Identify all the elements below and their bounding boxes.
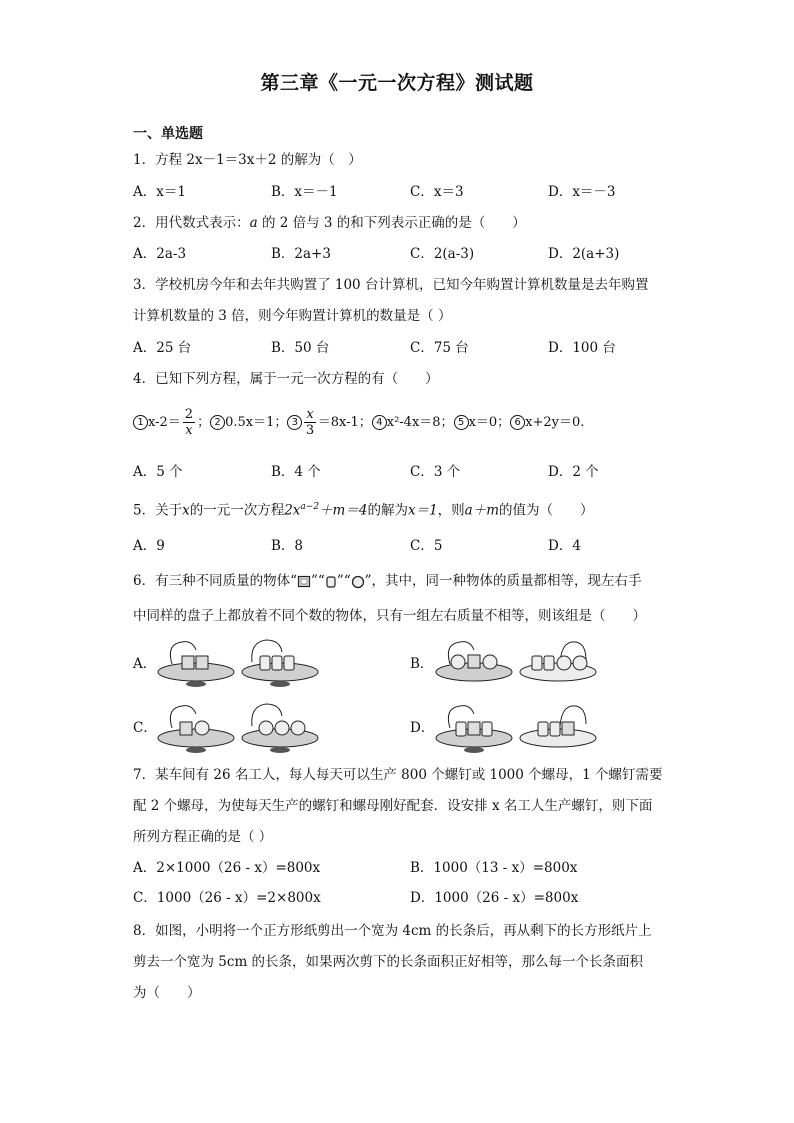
q3-option-a: A．25 台 [133, 340, 192, 356]
q6-option-c-label: C． [133, 720, 157, 736]
page-title: 第三章《一元一次方程》测试题 [260, 72, 534, 94]
question-7-line2: 配 2 个螺母，为使每天生产的螺钉和螺母刚好配套．设安排 x 名工人生产螺钉，则下面 [133, 798, 653, 814]
q4-option-b: B．4 个 [271, 464, 321, 480]
q5-option-d: D．4 [548, 538, 581, 554]
question-8-line3: 为（ ） [133, 985, 201, 1001]
circled-number-6: 6 [510, 415, 525, 430]
question-3-line2: 计算机数量的 3 倍，则今年购置计算机的数量是（ ） [133, 308, 452, 324]
question-6-line1: 6．有三种不同质量的物体“ ”“ ”“ ”，其中，同一种物体的质量都相等，现左右手 [133, 573, 642, 589]
q2-option-d: D．2(a+3) [548, 246, 620, 262]
q4-option-c: C．3 个 [410, 464, 461, 480]
eq3-fraction: $\frac{x}{3}$ [305, 407, 315, 438]
question-2-stem [133, 213, 526, 233]
q1-option-a: A．x＝1 [133, 184, 186, 200]
circled-number-5: 5 [454, 415, 469, 430]
question-4-stem: 4．已知下列方程，属于一元一次方程的有（ ） [133, 371, 439, 387]
q5-option-b: B．8 [271, 538, 304, 554]
q6-option-b-label: B． [410, 656, 434, 672]
q3-option-c: C．75 台 [410, 340, 469, 356]
q1-option-c: C．x＝3 [410, 184, 464, 200]
q5-option-c: C．5 [410, 538, 443, 554]
q2-option-c: C．2(a-3) [410, 246, 475, 262]
q7-option-d: D．1000（26 - x）=800x [410, 890, 579, 906]
q2-var: a [249, 215, 258, 231]
ball-object-icon [351, 575, 365, 589]
q1-option-b: B．x＝－1 [271, 184, 338, 200]
question-7-line3: 所列方程正确的是（ ） [133, 829, 273, 845]
question-6-line2: 中同样的盘子上都放着不同个数的物体，只有一组左右质量不相等，则该组是（ ） [133, 608, 646, 624]
circled-number-4: 4 [372, 415, 387, 430]
q2-stem-a: 2．用代数式表示： [133, 215, 250, 231]
question-7-line1: 7．某车间有 26 名工人，每人每天可以生产 800 个螺钉或 1000 个螺母，1 个螺钉需要 [133, 767, 663, 783]
cube-object-icon [297, 575, 311, 588]
circled-number-3: 3 [287, 415, 302, 430]
q2-stem-b: 的 2 倍与 3 的和下列表示正确的是（ ） [257, 215, 526, 231]
q3-option-d: D．100 台 [548, 340, 616, 356]
eq2: 0.5x＝1； [225, 415, 288, 430]
eq5: x＝0； [468, 415, 511, 430]
question-3-line1: 3．学校机房今年和去年共购置了 100 台计算机，已知今年购置计算机数量是去年购置 [133, 277, 649, 293]
q7-option-b: B．1000（13 - x）=800x [410, 860, 578, 876]
eq4: x²-4x＝8； [386, 415, 454, 430]
circled-number-2: 2 [210, 415, 225, 430]
eq6: x+2y＝0. [525, 415, 585, 430]
q6-option-d-label: D． [410, 720, 435, 736]
q6-option-a-label: A． [133, 656, 157, 672]
q1-option-d: D．x＝－3 [548, 184, 616, 200]
eq1-left: x-2＝ [148, 415, 181, 430]
q2-option-a: A．2a-3 [133, 246, 187, 262]
q4-equations [133, 406, 584, 440]
question-8-line1: 8．如图，小明将一个正方形纸剪出一个宽为 4cm 的长条后，再从剩下的长方形纸片上 [133, 923, 652, 939]
eq3-right: ＝8x-1； [317, 415, 372, 430]
q6-option-b-figure [434, 634, 604, 692]
q7-option-c: C．1000（26 - x）=2×800x [133, 890, 321, 906]
eq1-fraction: $\frac{2}{x}$ [184, 407, 194, 438]
eq1-sep: ； [197, 415, 211, 430]
q6-option-a-figure [156, 634, 326, 692]
q3-option-b: B．50 台 [271, 340, 330, 356]
section-heading: 一、单选题 [133, 126, 203, 142]
q7-option-a: A．2×1000（26 - x）=800x [133, 860, 321, 876]
q4-option-a: A．5 个 [133, 464, 183, 480]
question-8-line2: 剪去一个宽为 5cm 的长条，如果两次剪下的长条面积正好相等，那么每一个长条面积 [133, 954, 644, 970]
question-1-stem: 1．方程 2x－1＝3x＋2 的解为（ ） [133, 152, 362, 168]
q6-option-c-figure [156, 698, 326, 756]
cylinder-object-icon [325, 575, 337, 589]
q2-option-b: B．2a+3 [271, 246, 331, 262]
q5-option-a: A．9 [133, 538, 165, 554]
circled-number-1: 1 [133, 415, 148, 430]
q6-option-d-figure [434, 698, 604, 756]
question-5-stem: 5．关于x的一元一次方程$2x^{a-2}+m=4$的解为x＝1，则a＋m的值为（ ） [133, 502, 594, 519]
q4-option-d: D．2 个 [548, 464, 599, 480]
